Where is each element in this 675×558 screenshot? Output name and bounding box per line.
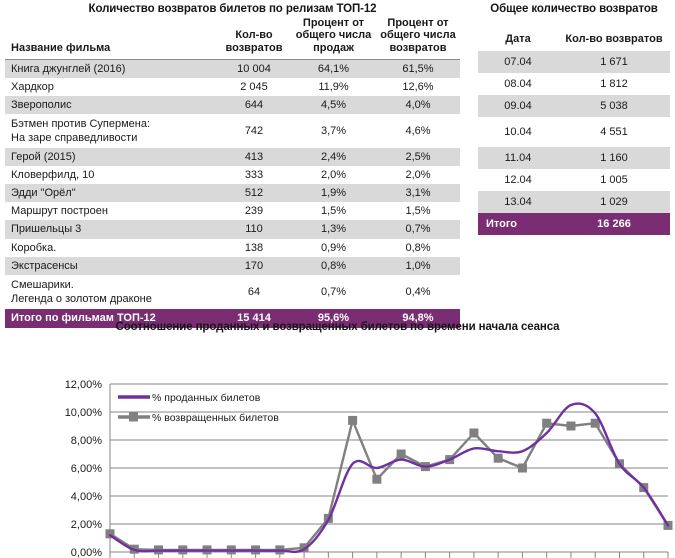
- chart-legend: [118, 392, 279, 424]
- cell-return-count: 4 551: [600, 126, 628, 138]
- col-header-line3: возвратов: [389, 41, 447, 54]
- cell-pct-sales: 2,0%: [320, 169, 347, 182]
- series-marker: [518, 464, 527, 473]
- series-marker: [566, 422, 575, 431]
- table-row: [5, 166, 460, 184]
- legend-label: % возвращенных билетов: [152, 412, 279, 424]
- col-header-line1: Процент от: [387, 17, 449, 29]
- cell-return-count: 1 005: [600, 174, 628, 186]
- table-row: [5, 96, 460, 114]
- y-axis-tick-label: 10,00%: [64, 407, 102, 419]
- cell-pct-sales: 0,7%: [320, 285, 347, 298]
- table-row: [5, 220, 460, 238]
- cell-film-name: Маршрут построен: [11, 205, 108, 218]
- cell-date: 11.04: [478, 147, 558, 169]
- cell-pct-sales: 11,9%: [318, 81, 349, 94]
- series-line: [110, 404, 668, 552]
- cell-return-count: 1 160: [558, 147, 670, 169]
- col-header-pct-of-sales: [291, 15, 376, 59]
- cell-return-count: 413: [217, 148, 291, 166]
- table-row: [5, 257, 460, 275]
- cell-pct-sales: 2,4%: [291, 148, 376, 166]
- cell-film-name: Хардкор: [11, 81, 54, 94]
- y-axis-tick-label: 2,00%: [70, 519, 102, 531]
- col-header-line2: общего числа: [380, 29, 456, 42]
- cell-film-name: Экстрасенсы: [5, 257, 217, 275]
- table-row: [478, 51, 670, 73]
- cell-pct-returns: 1,5%: [405, 205, 431, 218]
- cell-pct-returns: 0,7%: [376, 220, 460, 238]
- cell-return-count: 742: [244, 125, 264, 138]
- cell-return-count: 64: [247, 285, 261, 298]
- film-name-line2: Легенда о золотом драконе: [11, 292, 152, 305]
- table-row: [5, 275, 460, 309]
- top12-returns-table-block: [5, 3, 460, 328]
- cell-pct-sales: 64,1%: [291, 59, 376, 78]
- series-marker: [469, 429, 478, 438]
- cell-pct-returns: 61,5%: [376, 59, 460, 78]
- series-marker: [494, 454, 503, 463]
- cell-total-pct-returns: 94,8%: [376, 309, 460, 328]
- table-row: [5, 184, 460, 202]
- table-row: [5, 239, 460, 257]
- table-header-row: [5, 15, 460, 59]
- table-total-row: [478, 213, 670, 235]
- cell-pct-sales: 0,8%: [291, 257, 376, 275]
- cell-pct-sales: 1,9%: [291, 184, 376, 202]
- table-row: [5, 148, 460, 166]
- table-row: [5, 59, 460, 78]
- legend-label: % проданных билетов: [152, 392, 261, 404]
- table-row: [478, 95, 670, 117]
- table-row: [5, 202, 460, 220]
- cell-pct-returns: 4,0%: [376, 96, 460, 114]
- col-header-line1: Процент от: [302, 17, 365, 29]
- cell-return-count: 1 812: [600, 78, 628, 90]
- cell-film-name: Эдди "Орёл": [5, 184, 217, 202]
- col-header-line3: продаж: [313, 41, 354, 54]
- top12-returns-table: [5, 15, 460, 328]
- cell-film-name: [5, 114, 217, 148]
- col-header-pct-of-returns: [376, 15, 460, 59]
- cell-return-count: 170: [217, 257, 291, 275]
- col-header-return-count: [217, 15, 291, 59]
- chart-series: [106, 416, 673, 555]
- cell-total-pct-sales: 95,6%: [291, 309, 376, 328]
- ratio-chart: [0, 318, 675, 558]
- table-row: [5, 78, 460, 96]
- cell-pct-returns: 12,6%: [402, 81, 434, 94]
- cell-date: 12.04: [504, 174, 532, 186]
- cell-pct-returns: 0,4%: [405, 285, 431, 298]
- cell-pct-sales: 3,7%: [320, 125, 347, 138]
- cell-return-count: 138: [244, 241, 264, 254]
- film-name-line1: Бэтмен против Супермена:: [11, 118, 151, 131]
- table-header-row: [478, 15, 670, 51]
- cell-film-name: [5, 275, 217, 309]
- chart-plot-area: [0, 344, 675, 558]
- cell-total-label: Итого по фильмам ТОП-12: [5, 309, 217, 328]
- cell-return-count: 644: [217, 96, 291, 114]
- cell-pct-returns: 3,1%: [376, 184, 460, 202]
- col-header-line1: Кол-во: [235, 29, 273, 42]
- cell-film-name: Пришельцы 3: [5, 220, 217, 238]
- series-marker: [348, 416, 357, 425]
- series-marker: [397, 450, 406, 459]
- cell-pct-returns: 2,0%: [405, 169, 431, 182]
- cell-total-count: 16 266: [558, 213, 670, 235]
- legend-marker: [129, 413, 138, 422]
- cell-film-name: Герой (2015): [5, 148, 217, 166]
- cell-film-name: Книга джунглей (2016): [5, 59, 217, 78]
- col-header-return-count: Кол-во возвратов: [565, 33, 663, 45]
- cell-return-count: 1 029: [558, 191, 670, 213]
- cell-return-count: 512: [217, 184, 291, 202]
- table-row: [478, 117, 670, 147]
- cell-pct-returns: 1,0%: [376, 257, 460, 275]
- chart-series: [110, 404, 668, 552]
- cell-pct-returns: 4,6%: [405, 125, 431, 138]
- cell-date: 10.04: [504, 126, 532, 138]
- top12-table-body: [5, 59, 460, 327]
- top12-table-title: Количество возвратов билетов по релизам ТОП-12: [88, 3, 377, 15]
- table-row: [5, 114, 460, 148]
- cell-date: 07.04: [478, 51, 558, 73]
- cell-pct-sales: 1,5%: [320, 205, 347, 218]
- total-returns-table-block: [478, 3, 670, 235]
- cell-return-count: 110: [217, 220, 291, 238]
- table-row: [478, 147, 670, 169]
- col-header-line2: общего числа: [295, 29, 372, 42]
- cell-total-label: Итого: [478, 213, 558, 235]
- cell-film-name: Зверополис: [5, 96, 217, 114]
- y-axis-tick-label: 8,00%: [70, 435, 102, 447]
- total-returns-table: [478, 15, 670, 235]
- cell-return-count: 2 045: [240, 81, 268, 94]
- film-name-line1: Смешарики.: [11, 278, 74, 291]
- col-header-film-name: Название фильма: [5, 15, 217, 59]
- table-row: [478, 73, 670, 95]
- col-header-line2: возвратов: [225, 41, 283, 54]
- cell-pct-sales: 0,9%: [320, 241, 347, 254]
- y-axis-tick-label: 4,00%: [70, 491, 102, 503]
- y-axis-tick-label: 6,00%: [70, 463, 102, 475]
- table-row: [478, 169, 670, 191]
- cell-return-count: 333: [244, 169, 264, 182]
- y-axis-tick-label: 12,00%: [64, 379, 102, 391]
- chart-title: Соотношение проданных и возвращенных билетов по времени начала сеанса: [115, 321, 560, 333]
- cell-return-count: 10 004: [217, 59, 291, 78]
- chart-svg: [0, 344, 675, 558]
- total-returns-table-body: [478, 51, 670, 235]
- cell-date: 08.04: [504, 78, 532, 90]
- table-row: [478, 191, 670, 213]
- film-name-line2: На заре справедливости: [11, 132, 138, 145]
- col-header-date: Дата: [505, 33, 531, 45]
- series-marker: [372, 475, 381, 484]
- top12-table-head: [5, 15, 460, 59]
- cell-pct-returns: 0,8%: [405, 241, 431, 254]
- cell-pct-sales: 4,5%: [291, 96, 376, 114]
- cell-pct-returns: 2,5%: [376, 148, 460, 166]
- cell-film-name: Кловерфилд, 10: [11, 169, 95, 182]
- total-returns-table-head: [478, 15, 670, 51]
- y-axis-tick-label: 0,00%: [70, 547, 102, 558]
- cell-film-name: Коробка.: [11, 241, 57, 254]
- cell-total-count: 15 414: [217, 309, 291, 328]
- cell-pct-sales: 1,3%: [291, 220, 376, 238]
- series-marker: [542, 419, 551, 428]
- cell-date: 13.04: [478, 191, 558, 213]
- cell-return-count: 5 038: [558, 95, 670, 117]
- cell-return-count: 239: [244, 205, 264, 218]
- cell-return-count: 1 671: [558, 51, 670, 73]
- cell-date: 09.04: [478, 95, 558, 117]
- total-returns-table-title: Общее количество возвратов: [490, 3, 658, 15]
